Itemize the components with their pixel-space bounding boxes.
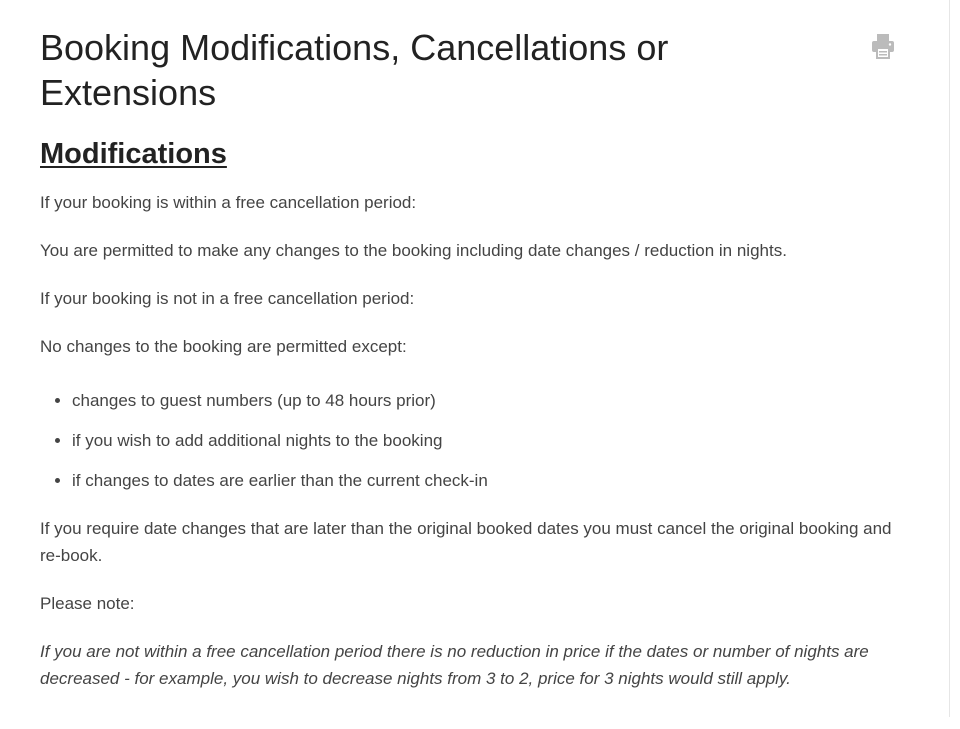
list-item: • if changes to dates are earlier than the current check-in [72, 467, 900, 494]
page-title: Booking Modifications, Cancellations or Extensions [40, 27, 669, 113]
please-note-label: Please note: [40, 594, 135, 613]
printer-icon [871, 33, 895, 59]
exceptions-list [40, 387, 900, 494]
article [40, 0, 900, 692]
paragraph-no-changes-except: No changes to the booking are permitted except: [40, 337, 407, 356]
paragraph-not-free-cancellation: If your booking is not in a free cancellation period: [40, 289, 415, 308]
section-heading-modifications: Modifications [40, 138, 227, 170]
list-item: • changes to guest numbers (up to 48 hours prior) [72, 387, 900, 414]
italic-note: If you are not within a free cancellation period there is no reduction in price if the dates or number of nights are decreased - for example, you wish to decrease nights from 3 to 2, price for 3 nights would still apply. [40, 642, 869, 688]
paragraph-free-cancellation-intro: If your booking is within a free cancellation period: [40, 193, 417, 212]
paragraph-permitted-changes: You are permitted to make any changes to the booking including date changes / reduction in nights. [40, 241, 787, 260]
content-divider [949, 0, 950, 717]
print-button[interactable] [871, 33, 895, 59]
list-item: • if you wish to add additional nights to the booking [72, 427, 900, 454]
paragraph-later-dates: If you require date changes that are later than the original booked dates you must cancel the original booking and re-book. [40, 519, 892, 565]
